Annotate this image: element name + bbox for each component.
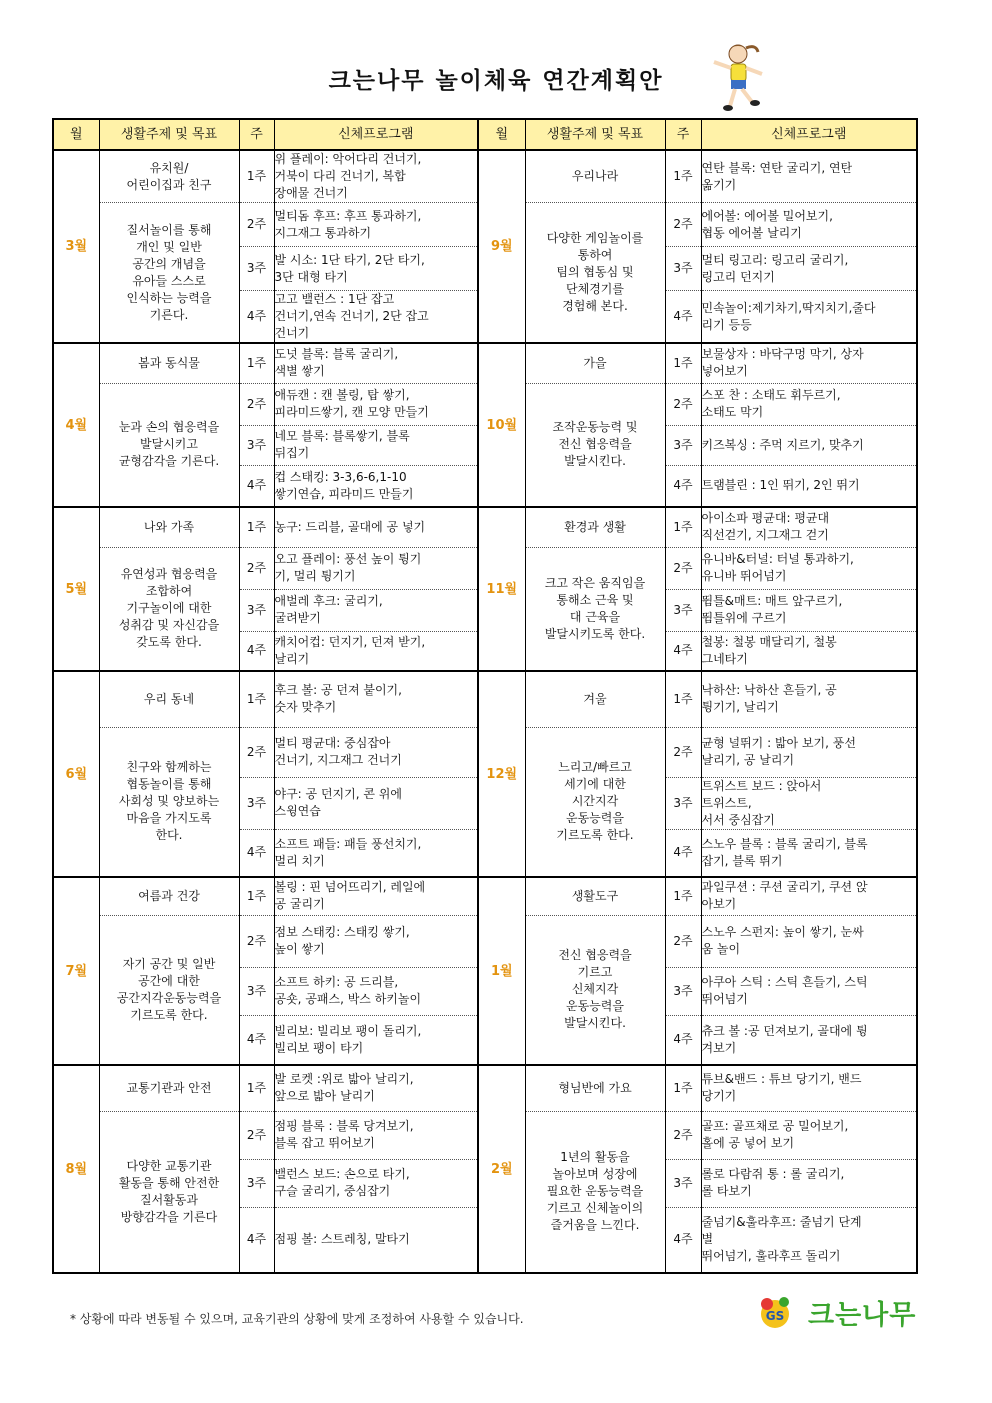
week-cell: 3주 (665, 247, 701, 291)
table-header-row (53, 119, 917, 150)
footnote: * 상황에 따라 변동될 수 있으며, 교육기관의 상황에 맞게 조정하여 사용할 수 있습니다. (70, 1312, 524, 1326)
program-cell: 에어볼: 에어볼 밀어보기, 협동 에어볼 날리기 (701, 203, 917, 247)
program-cell: 멀티 평균대: 중심잡아 건너기, 지그재그 건너기 (274, 727, 478, 777)
week-cell: 1주 (239, 150, 274, 203)
program-cell: 철봉: 철봉 매달리기, 철봉 그네타기 (701, 631, 917, 671)
program-cell: 후크 볼: 공 던져 붙이기, 숫자 맞추기 (274, 671, 478, 727)
week-cell: 4주 (239, 291, 274, 344)
week-cell: 1주 (665, 1065, 701, 1111)
theme-cell: 우리나라 (525, 150, 665, 203)
program-cell: 멀티돔 후프: 후프 통과하기, 지그재그 통과하기 (274, 203, 478, 247)
program-cell: 줄넘기&훌라후프: 줄넘기 단계 별 뛰어넘기, 훌라후프 돌리기 (701, 1207, 917, 1273)
program-cell: 볼링 : 핀 넘어뜨리기, 레일에 공 굴리기 (274, 877, 478, 915)
header-week: 주 (239, 119, 274, 150)
program-cell: 멀티 링고리: 링고리 굴리기, 링고리 던지기 (701, 247, 917, 291)
month-cell: 8월 (53, 1065, 99, 1273)
program-cell: 도넛 블록: 블록 굴리기, 색별 쌓기 (274, 343, 478, 383)
child-mascot-illustration (700, 40, 770, 112)
week-cell: 4주 (239, 829, 274, 877)
week-cell: 2주 (239, 1111, 274, 1159)
program-cell: 점핑 볼: 스트레칭, 말타기 (274, 1207, 478, 1273)
week-cell: 1주 (665, 671, 701, 727)
week-cell: 2주 (665, 1111, 701, 1159)
week-cell: 2주 (665, 203, 701, 247)
week-cell: 4주 (665, 291, 701, 344)
program-cell: 아이소파 평균대: 평균대 직선걷기, 지그재그 걷기 (701, 507, 917, 547)
table-row (53, 877, 917, 915)
week-cell: 4주 (665, 1015, 701, 1065)
program-cell: 소프트 하키: 공 드리블, 공숏, 공패스, 박스 하키놀이 (274, 967, 478, 1015)
program-cell: 민속놀이:제기차기,딱지치기,줄다 리기 등등 (701, 291, 917, 344)
week-cell: 3주 (239, 247, 274, 291)
header-month: 월 (53, 119, 99, 150)
theme-cell: 가을 (525, 343, 665, 383)
logo-wordmark: 크는나무 (808, 1300, 917, 1331)
goal-cell: 눈과 손의 협응력을 발달시키고 균형감각을 기른다. (99, 383, 239, 507)
program-cell: 뜀틀&매트: 매트 앞구르기, 뜀틀위에 구르기 (701, 589, 917, 631)
week-cell: 4주 (665, 631, 701, 671)
week-cell: 3주 (665, 967, 701, 1015)
goal-cell: 친구와 함께하는 협동놀이를 통해 사회성 및 양보하는 마음을 가지도록 한다. (99, 727, 239, 877)
program-cell: 애벌레 후크: 굴리기, 굴려받기 (274, 589, 478, 631)
header-program: 신체프로그램 (274, 119, 478, 150)
table-row (53, 1065, 917, 1111)
week-cell: 3주 (665, 589, 701, 631)
program-cell: 과일쿠션 : 쿠션 굴리기, 쿠션 앉 아보기 (701, 877, 917, 915)
program-cell: 아쿠아 스틱 : 스틱 흔들기, 스틱 뛰어넘기 (701, 967, 917, 1015)
program-cell: 고고 밸런스 : 1단 잡고 건너기,연속 건너기, 2단 잡고 건너기 (274, 291, 478, 344)
program-cell: 츄크 볼 :공 던져보기, 골대에 튕 겨보기 (701, 1015, 917, 1065)
table-row (53, 150, 917, 203)
week-cell: 3주 (239, 589, 274, 631)
program-cell: 유니바&터널: 터널 통과하기, 유니바 뛰어넘기 (701, 547, 917, 589)
program-cell: 튜브&밴드 : 튜브 당기기, 밴드 당기기 (701, 1065, 917, 1111)
program-cell: 애듀캔 : 캔 볼링, 탑 쌓기, 피라미드쌓기, 캔 모양 만들기 (274, 383, 478, 425)
week-cell: 2주 (665, 727, 701, 777)
program-cell: 연탄 블록: 연탄 굴리기, 연탄 옮기기 (701, 150, 917, 203)
week-cell: 4주 (665, 1207, 701, 1273)
program-cell: 발 로켓 :위로 밟아 날리기, 앞으로 밟아 날리기 (274, 1065, 478, 1111)
month-cell: 5월 (53, 507, 99, 671)
week-cell: 2주 (665, 915, 701, 967)
program-cell: 롤로 다람쥐 통 : 롤 굴리기, 롤 타보기 (701, 1159, 917, 1207)
week-cell: 3주 (665, 425, 701, 465)
program-cell: 보물상자 : 바닥구멍 막기, 상자 넣어보기 (701, 343, 917, 383)
week-cell: 4주 (239, 465, 274, 507)
program-cell: 점보 스태킹: 스태킹 쌓기, 높이 쌓기 (274, 915, 478, 967)
theme-cell: 유치원/ 어린이집과 친구 (99, 150, 239, 203)
annual-plan-table (52, 118, 918, 1274)
week-cell: 2주 (665, 383, 701, 425)
program-cell: 캐치어컵: 던지기, 던져 받기, 날리기 (274, 631, 478, 671)
week-cell: 1주 (665, 343, 701, 383)
week-cell: 3주 (239, 1159, 274, 1207)
week-cell: 3주 (239, 777, 274, 829)
program-cell: 야구: 공 던지기, 콘 위에 스윙연습 (274, 777, 478, 829)
week-cell: 4주 (665, 465, 701, 507)
logo-badge: GS (765, 1309, 785, 1323)
month-cell: 6월 (53, 671, 99, 877)
program-cell: 트램블린 : 1인 뛰기, 2인 뛰기 (701, 465, 917, 507)
week-cell: 4주 (239, 1207, 274, 1273)
week-cell: 1주 (665, 877, 701, 915)
week-cell: 2주 (239, 727, 274, 777)
week-cell: 4주 (239, 1015, 274, 1065)
week-cell: 3주 (665, 1159, 701, 1207)
theme-cell: 교통기관과 안전 (99, 1065, 239, 1111)
month-cell: 9월 (478, 150, 525, 343)
month-cell: 1월 (478, 877, 525, 1065)
goal-cell: 다양한 교통기관 활동을 통해 안전한 질서활동과 방향감각을 기른다 (99, 1111, 239, 1273)
week-cell: 2주 (665, 547, 701, 589)
week-cell: 1주 (239, 1065, 274, 1111)
week-cell: 4주 (239, 631, 274, 671)
goal-cell: 느리고/빠르고 세기에 대한 시간지각 운동능력을 기르도록 한다. (525, 727, 665, 877)
week-cell: 3주 (239, 967, 274, 1015)
page-title: 크는나무 놀이체육 연간계획안 (328, 68, 664, 94)
program-cell: 농구: 드리블, 골대에 공 넣기 (274, 507, 478, 547)
week-cell: 1주 (239, 877, 274, 915)
program-cell: 위 플레이: 악어다리 건너기, 거북이 다리 건너기, 복합 장애물 건너기 (274, 150, 478, 203)
program-cell: 트위스트 보드 : 앉아서 트위스트, 서서 중심잡기 (701, 777, 917, 829)
table-row (53, 343, 917, 383)
month-cell: 12월 (478, 671, 525, 877)
goal-cell: 자기 공간 및 일반 공간에 대한 공간지각운동능력을 기르도록 한다. (99, 915, 239, 1065)
goal-cell: 전신 협응력을 기르고 신체지각 운동능력을 발달시킨다. (525, 915, 665, 1065)
theme-cell: 봄과 동식물 (99, 343, 239, 383)
goal-cell: 다양한 게임놀이를 통하여 팀의 협동심 및 단체경기를 경험해 본다. (525, 203, 665, 344)
program-cell: 점핑 블록 : 블록 당겨보기, 블록 잡고 뛰어보기 (274, 1111, 478, 1159)
goal-cell: 1년의 활동을 놀아보며 성장에 필요한 운동능력을 기르고 신체놀이의 즐거움을 느낀다. (525, 1111, 665, 1273)
header-theme: 생활주제 및 목표 (99, 119, 239, 150)
program-cell: 오고 플레이: 풍선 높이 튕기 기, 멀리 튕기기 (274, 547, 478, 589)
program-cell: 골프: 골프채로 공 밀어보기, 홀에 공 넣어 보기 (701, 1111, 917, 1159)
program-cell: 스포 찬 : 소태도 휘두르기, 소태도 막기 (701, 383, 917, 425)
week-cell: 1주 (239, 343, 274, 383)
program-cell: 빌리보: 빌리보 팽이 돌리기, 빌리보 팽이 타기 (274, 1015, 478, 1065)
week-cell: 2주 (239, 915, 274, 967)
month-cell: 2월 (478, 1065, 525, 1273)
week-cell: 1주 (239, 671, 274, 727)
program-cell: 소프트 패들: 패들 풍선치기, 멀리 치기 (274, 829, 478, 877)
program-cell: 스노우 블록 : 블록 굴리기, 블록 잡기, 블록 뛰기 (701, 829, 917, 877)
theme-cell: 나와 가족 (99, 507, 239, 547)
week-cell: 2주 (239, 203, 274, 247)
program-cell: 낙하산: 낙하산 흔들기, 공 튕기기, 날리기 (701, 671, 917, 727)
theme-cell: 형님반에 가요 (525, 1065, 665, 1111)
goal-cell: 유연성과 협응력을 조합하여 기구놀이에 대한 성취감 및 자신감을 갖도록 한다. (99, 547, 239, 671)
goal-cell: 질서놀이를 통해 개인 및 일반 공간의 개념을 유아들 스스로 인식하는 능력을 기른다. (99, 203, 239, 344)
table-row (53, 671, 917, 727)
week-cell: 1주 (665, 507, 701, 547)
week-cell: 3주 (665, 777, 701, 829)
week-cell: 2주 (239, 547, 274, 589)
month-cell: 11월 (478, 507, 525, 671)
theme-cell: 겨울 (525, 671, 665, 727)
program-cell: 컵 스태킹: 3-3,6-6,1-10 쌓기연습, 피라미드 만들기 (274, 465, 478, 507)
program-cell: 스노우 스펀지: 높이 쌓기, 눈싸 움 놀이 (701, 915, 917, 967)
week-cell: 2주 (239, 383, 274, 425)
theme-cell: 우리 동네 (99, 671, 239, 727)
month-cell: 10월 (478, 343, 525, 507)
theme-cell: 환경과 생활 (525, 507, 665, 547)
table-row (53, 507, 917, 547)
program-cell: 네모 블록: 블록쌓기, 블록 뒤집기 (274, 425, 478, 465)
month-cell: 7월 (53, 877, 99, 1065)
week-cell: 1주 (665, 150, 701, 203)
week-cell: 4주 (665, 829, 701, 877)
program-cell: 밸런스 보드: 손으로 타기, 구슬 굴리기, 중심잡기 (274, 1159, 478, 1207)
header-theme: 생활주제 및 목표 (525, 119, 665, 150)
header-week: 주 (665, 119, 701, 150)
month-cell: 4월 (53, 343, 99, 507)
program-cell: 균형 널뛰기 : 밟아 보기, 풍선 날리기, 공 날리기 (701, 727, 917, 777)
theme-cell: 생활도구 (525, 877, 665, 915)
goal-cell: 크고 작은 움직임을 통해소 근육 및 대 근육을 발달시키도록 한다. (525, 547, 665, 671)
week-cell: 1주 (239, 507, 274, 547)
header-month: 월 (478, 119, 525, 150)
goal-cell: 조작운동능력 및 전신 협응력을 발달시킨다. (525, 383, 665, 507)
header-program: 신체프로그램 (701, 119, 917, 150)
week-cell: 3주 (239, 425, 274, 465)
month-cell: 3월 (53, 150, 99, 343)
program-cell: 발 시소: 1단 타기, 2단 타기, 3단 대형 타기 (274, 247, 478, 291)
theme-cell: 여름과 건강 (99, 877, 239, 915)
program-cell: 키즈복싱 : 주먹 지르기, 맞추기 (701, 425, 917, 465)
